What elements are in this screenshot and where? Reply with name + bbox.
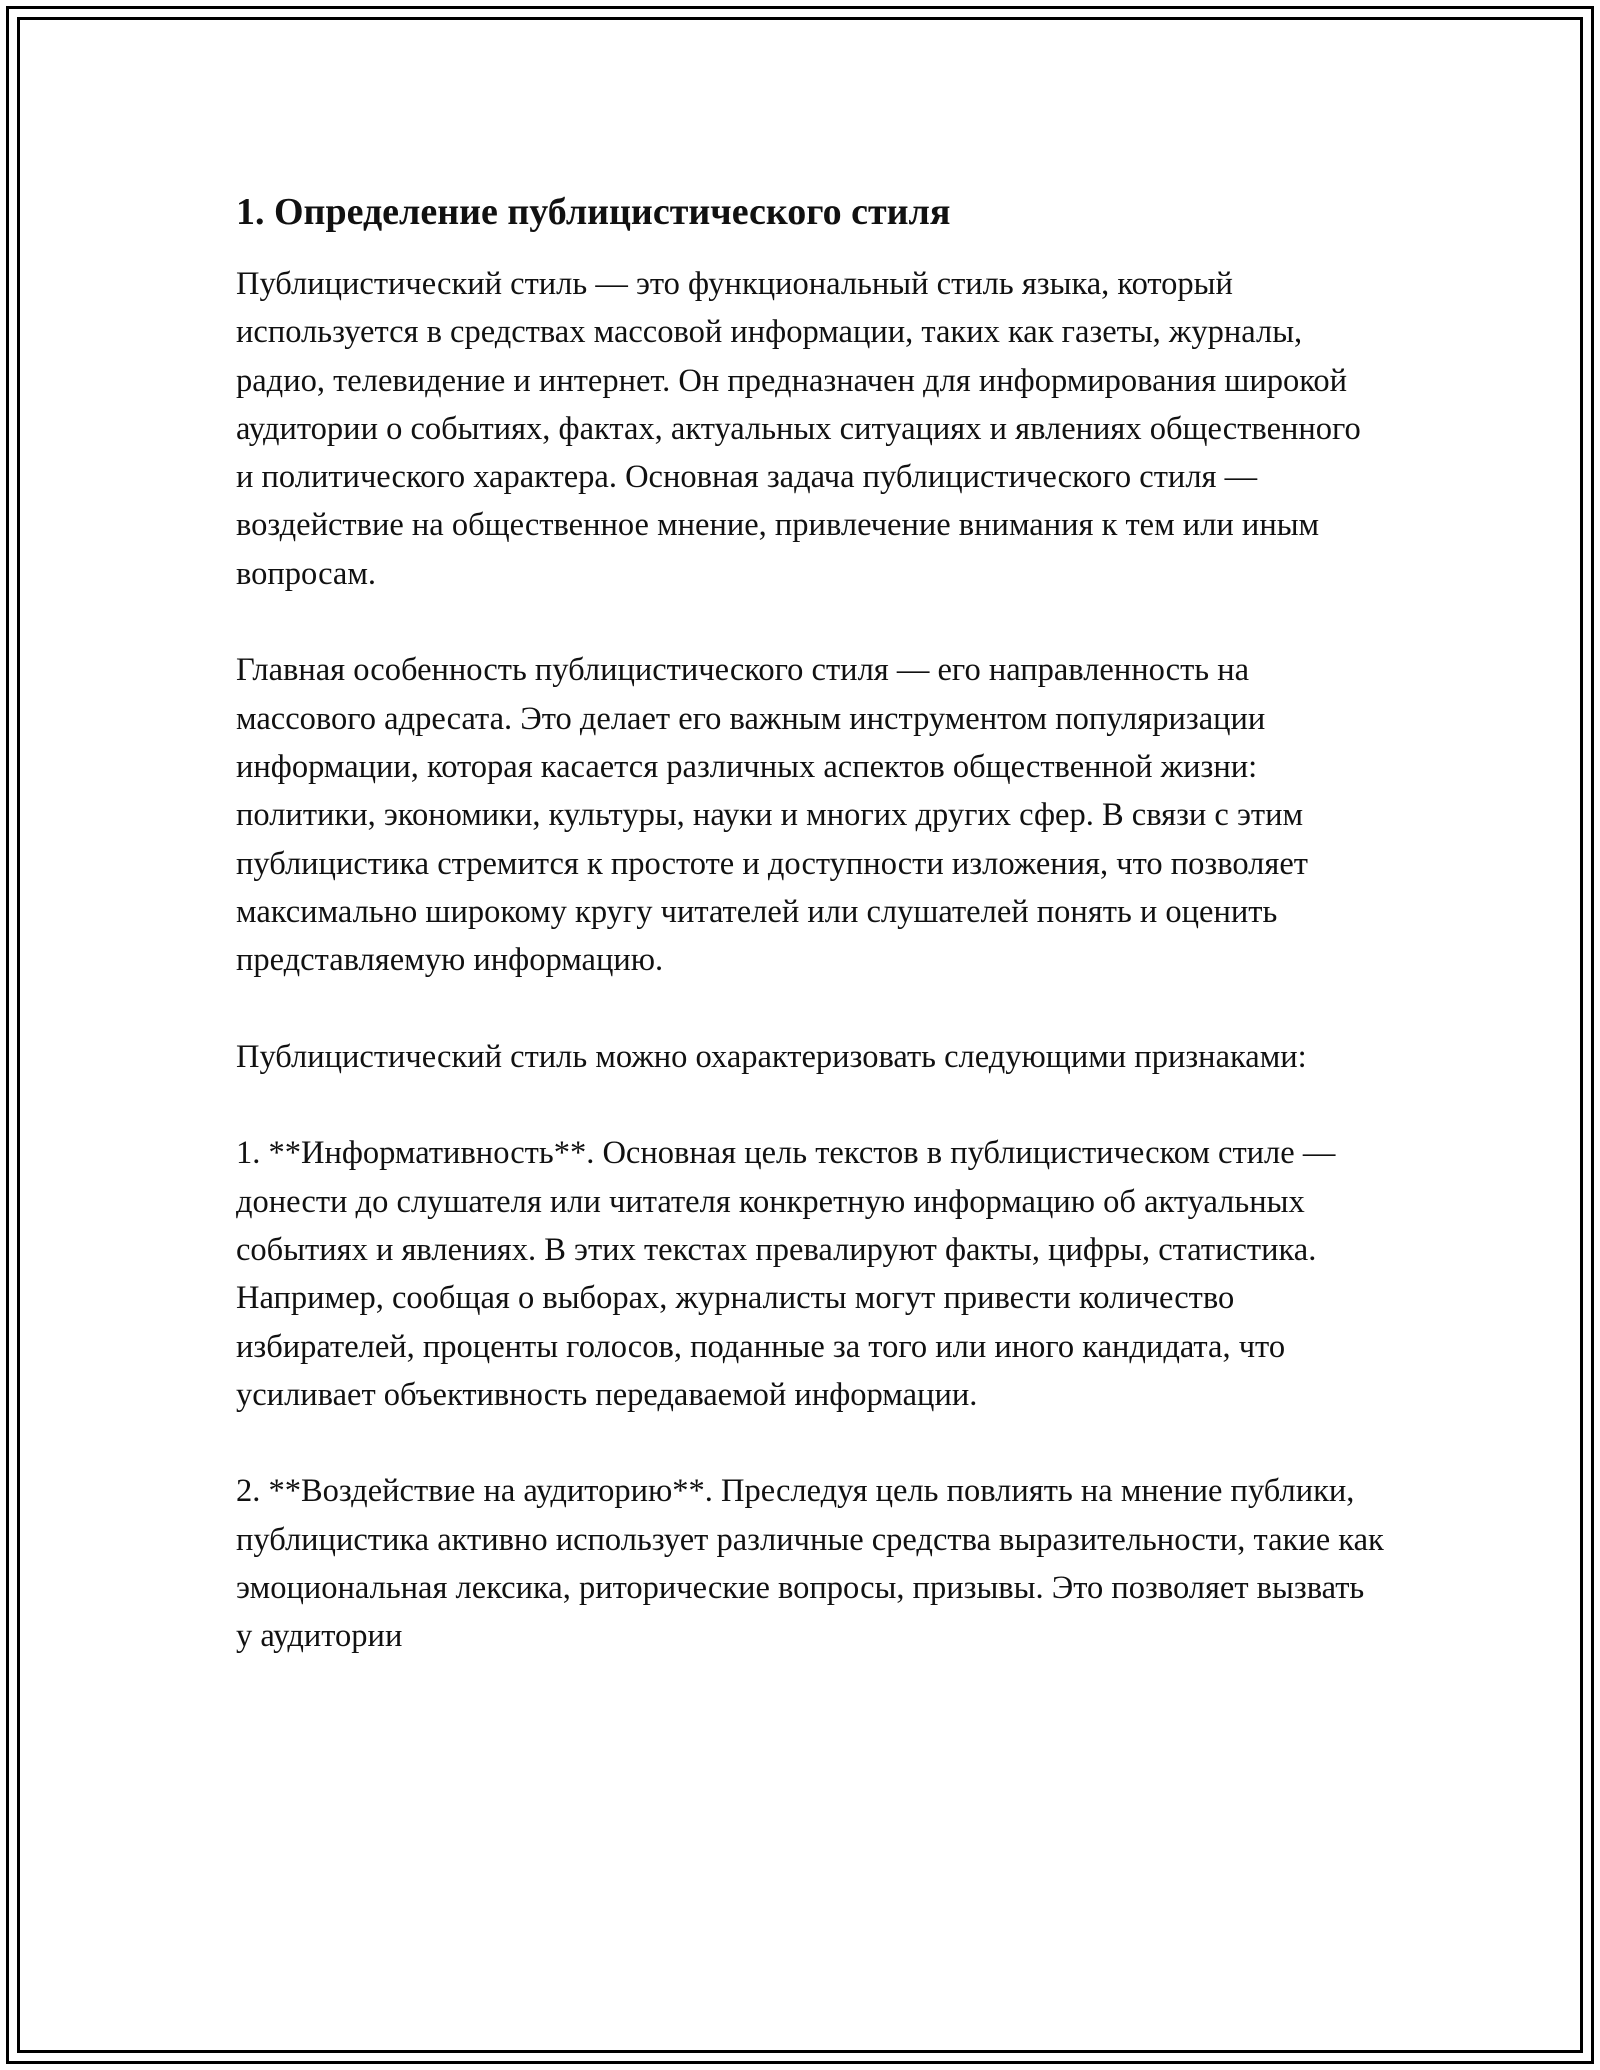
paragraph-main-feature: Главная особенность публицистического стиля — его направленность на массового адресата. Это делает его важным инструментом популяризации информации, которая касается различных аспектов общественной жизни: политики, экономики, культуры, науки и многих других сфер. В связи с этим публицистика стремится к простоте и доступности изложения, что позволяет максимально широкому кругу читателей или слушателей понять и оценить представляемую информацию. [236,652,1308,979]
document-body [236,186,1386,1661]
paragraph-feature-informativeness: 1. **Информативность**. Основная цель текстов в публицистическом стиле — донести до слушателя или читателя конкретную информацию об актуальных событиях и явлениях. В этих текстах превалируют факты, цифры, статистика. Например, сообщая о выборах, журналисты могут привести количество избирателей, проценты голосов, поданные за того или иного кандидата, что усиливает объективность передаваемой информации. [236,1135,1336,1413]
section-heading: 1. Определение публицистического стиля [236,191,951,233]
paragraph-definition: Публицистический стиль — это функциональный стиль языка, который используется в средствах массовой информации, таких как газеты, журналы, радио, телевидение и интернет. Он предназначен для информирования широкой аудитории о событиях, фактах, актуальных ситуациях и явлениях общественного и политического характера. Основная задача публицистического стиля — воздействие на общественное мнение, привлечение внимания к тем или иным вопросам. [236,266,1361,592]
paragraph-feature-impact: 2. **Воздействие на аудиторию**. Преследуя цель повлиять на мнение публики, публицистика активно использует различные средства выразительности, такие как эмоциональная лексика, риторические вопросы, призывы. Это позволяет вызвать у аудитории [236,1473,1384,1655]
paragraph-features-intro: Публицистический стиль можно охарактеризовать следующими признаками: [236,1038,1307,1075]
